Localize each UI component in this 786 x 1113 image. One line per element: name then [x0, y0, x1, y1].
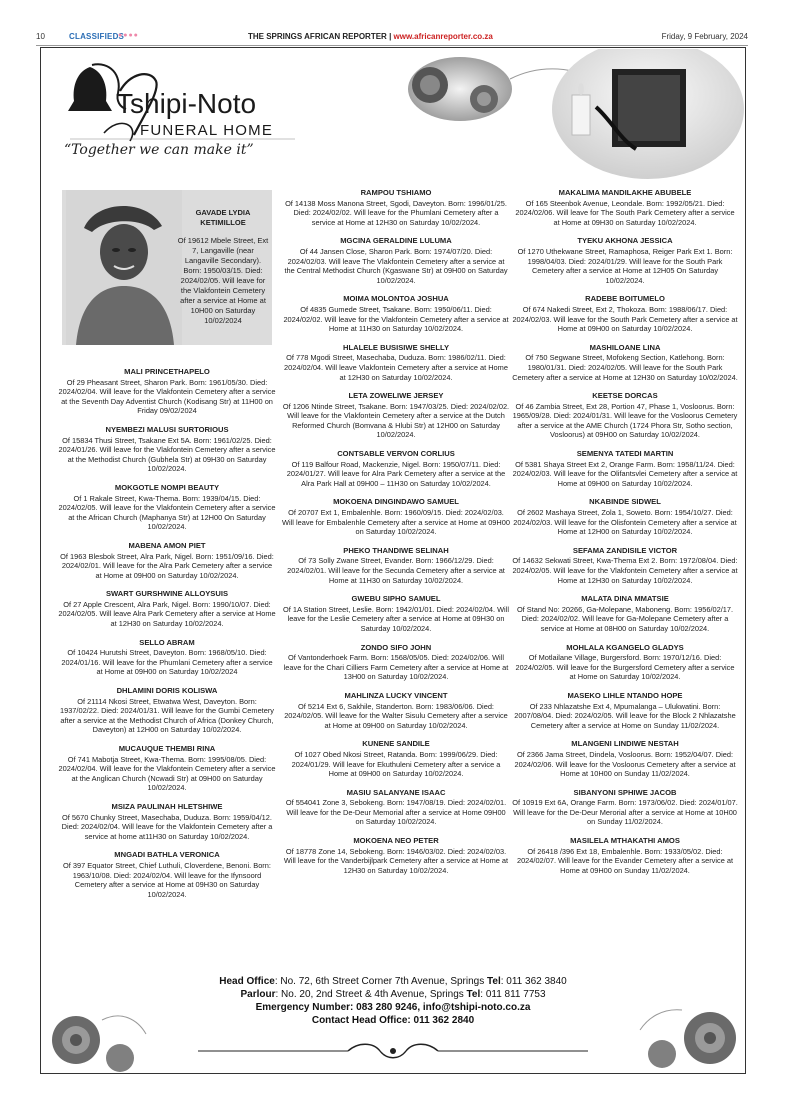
notice-text: Of 18778 Zone 14, Sebokeng. Born: 1946/03/02. Died: 2024/02/03. Will leave for the Vanderbijlpark Cemetery after a service at Home at 12H30 on Saturday 10/02/2024. — [283, 846, 509, 875]
page-number: 10 — [36, 32, 45, 41]
header-separator: | — [389, 32, 392, 41]
notice-name: MASILELA MTHAKATHI AMOS — [570, 836, 680, 846]
notice-text: Of Vantonderhoek Farm. Born: 1568/05/05. Died: 2024/02/06. Will leave for the Chari Cilliers Farm Cemetery after a service at Home at 13H00 on Saturday 10/02/2024. — [283, 653, 509, 682]
notice-item — [282, 236, 510, 285]
notice-item — [58, 483, 276, 532]
notice-item — [282, 294, 510, 333]
notice-name: SWART GURSHWINE ALLOYSUIS — [105, 589, 229, 599]
notice-name: MASEKO LIHLE NTANDO HOPE — [567, 690, 683, 700]
notice-name: MABENA AMON PIET — [128, 540, 206, 550]
notice-text: Of 1A Station Street, Leslie. Born: 1942/01/01. Died: 2024/02/04. Will leave for the Leslie Cemetery after a service at Home at 09H30 on Saturday 10/02/2024. — [283, 604, 509, 633]
notice-item — [58, 850, 276, 899]
notice-text: Of 44 Jansen Close, Sharon Park. Born: 1974/07/20. Died: 2024/02/03. Will leave The Vlakfontein Cemetery after a service at the Central Methodist Church (Kgaswane Str) at 09H00 on Saturday 10/02/2024. — [284, 246, 508, 285]
notice-item — [282, 691, 510, 730]
notice-item — [282, 836, 510, 875]
tel1-number: : 011 362 3840 — [500, 976, 567, 987]
notice-name: NKABINDE SIDWEL — [589, 497, 661, 507]
contact-line: Contact Head Office: 011 362 2840 — [311, 1015, 475, 1026]
notice-text: Of 14138 Moss Manona Street, Sgodi, Daveyton. Born: 1996/01/25. Died: 2024/02/02. Will leave for the Phumlani Cemetery after a service at Home at 12H30 on Saturday 10/02/2024. — [285, 198, 507, 227]
notice-name: RAMPOU TSHIAMO — [360, 188, 432, 197]
ornamental-flourish — [198, 1040, 588, 1062]
emergency-line: Emergency Number: 083 280 9246, info@tshipi-noto.co.za — [255, 1002, 531, 1013]
issue-date: Friday, 9 February, 2024 — [661, 32, 748, 41]
notice-item — [512, 836, 738, 875]
notice-name: MSIZA PAULINAH HLETSHIWE — [111, 801, 223, 811]
notice-name: RADEBE BOITUMELO — [585, 294, 665, 304]
notice-item — [282, 594, 510, 633]
featured-name: GAVADE LYDIA KETIMILLOE — [195, 208, 251, 227]
head-office-line — [150, 975, 636, 988]
notice-name: NYEMBEZI MALUSI SURTORIOUS — [105, 424, 229, 434]
notice-name: SELLO ABRAM — [139, 637, 195, 647]
notice-name: MAKALIMA MANDILAKHE ABUBELE — [558, 188, 692, 197]
notice-text: Of 10424 Hurutshi Street, Daveyton. Born: 1968/05/10. Died: 2024/01/16. Will leave for the Phumlani Cemetery after a service at Home at 09H00 on Saturday 10/02/2024 — [61, 648, 273, 677]
notice-name: MALI PRINCETHAPELO — [124, 367, 210, 376]
notice-text: Of 750 Segwane Street, Mofokeng Section, Katlehong. Born: 1980/01/31. Died: 2024/02/05. Will leave for the South Park Cemetery after a service at Home at 12H30 on Saturday 10/02/2024. — [512, 353, 738, 382]
featured-notice — [176, 208, 270, 326]
notice-name: MOKGOTLE NOMPI BEAUTY — [114, 482, 220, 492]
notice-text: Of 1 Rakale Street, Kwa-Thema. Born: 1939/04/15. Died: 2024/02/05. Will leave for the Vlakfontein Cemetery after a service at the African Church (Maphanya Str) at 12H00 On Saturday 10/02/2024. — [58, 493, 276, 532]
notice-text: Of 20707 Ext 1, Embalenhle. Born: 1960/09/15. Died: 2024/02/03. Will leave for Embalenhle Cemetery after a service at Home at 09H00 on Saturday 10/02/2024. — [282, 508, 510, 537]
notice-item — [512, 691, 738, 730]
notice-name: PHEKO THANDIWE SELINAH — [343, 545, 449, 555]
notice-item — [58, 367, 276, 416]
parlour-line — [150, 988, 636, 1001]
notice-text: Of 21114 Nkosi Street, Etwatwa West, Daveyton. Born: 1937/02/22. Died: 2024/01/31. Will leave for the Gumbi Cemetery after a service at the Methodist Church of Africa (Donkey Church, Daveyton) at 12H00 on Saturday 10/02/2024. — [59, 696, 275, 735]
roses-decoration-right — [632, 990, 744, 1072]
notice-name: MAHLINZA LUCKY VINCENT — [344, 690, 448, 700]
notice-item — [58, 541, 276, 580]
header-divider — [36, 45, 748, 46]
notice-text: Of 5670 Chunky Street, Masechaba, Duduza. Born: 1959/04/12. Died: 2024/02/04. Will leave for the Vlakfontein Cemetery after a service at home at11H30 on Saturday 10/02/2024. — [61, 812, 273, 841]
notice-text: Of 73 Solly Zwane Street, Evander. Born: 1966/12/29. Died: 2024/02/01. Will leave for the Secunda Cemetery after a service at Home at 11H30 on Saturday 10/02/2024. — [287, 556, 505, 585]
notice-item — [512, 391, 738, 440]
notice-item — [282, 788, 510, 827]
notice-item — [512, 449, 738, 488]
bell-icon — [68, 67, 112, 111]
notice-name: MASIU SALANYANE ISAAC — [346, 787, 446, 797]
notice-name: MOKOENA DINGINDAWO SAMUEL — [333, 497, 459, 507]
notice-name: MASHILOANE LINA — [589, 342, 661, 352]
notice-text: Of 165 Steenbok Avenue, Leondale. Born: 1992/05/21. Died: 2024/02/06. Will leave for The South Park Cemetery after a service at Home at 09H30 on Saturday 10/02/2024. — [515, 198, 735, 227]
notice-item — [282, 391, 510, 440]
publication-name: THE SPRINGS AFRICAN REPORTER — [248, 32, 387, 41]
notice-text: Of 397 Equator Street, Chief Luthuli, Cloverdene, Benoni. Born: 1963/10/08. Died: 2024/02/04. Will leave for the Ifynsoord Cemetery after a service at Home at 09H30 on Saturday 10/02/2024. — [63, 860, 271, 899]
featured-text: Of 19612 Mbele Street, Ext 7, Langaville (near Langaville Secondary). Born: 1950/03/15. Died: 2024/02/05. Will leave for the Vlakfontein Cemetery after a service at Home at 10H00 on Saturday 10/02/2024 — [177, 236, 269, 325]
notice-text: Of 1963 Blesbok Street, Alra Park, Nigel. Born: 1951/09/16. Died: 2024/02/01. Will leave for the Alra Park Cemetery after a service at Home at 09H00 on Saturday 10/02/2024. — [60, 551, 274, 580]
notice-item — [512, 343, 738, 382]
candle-rose-decoration — [400, 49, 744, 179]
notice-text: Of Motlailane Village, Burgersford. Born: 1970/12/16. Died: 2024/02/05. Will leave for the Burgersford Cemetery after a service at Home on Saturday 10/02/2024. — [515, 653, 735, 682]
notice-name: SEFAMA ZANDISILE VICTOR — [572, 545, 678, 555]
notice-text: Of 4835 Gumede Street, Tsakane. Born: 1950/06/11. Died: 2024/02/02. Will leave for the Vlakfontein Cemetery after a service at Home at 11H30 on Saturday 10/02/2024. — [283, 304, 509, 334]
notice-text: Of 27 Apple Crescent, Alra Park, Nigel. Born: 1990/10/07. Died: 2024/02/05. Will leave Alra Park Cemetery after a service at Home at 12H30 on Saturday 10/02/2024. — [58, 599, 276, 629]
notice-text: Of 15834 Thusi Street, Tsakane Ext 5A. Born: 1961/02/25. Died: 2024/01/26. Will leave for the Vlakfontein Cemetery after a service at the Methodist Church (Gubhela Str) at 09H30 on Saturday 10/02/2024. — [58, 435, 276, 474]
deceased-portrait — [66, 190, 182, 345]
notice-name: HLALELE BUSISIWE SHELLY — [342, 342, 450, 352]
notice-name: MALATA DINA MMATSIE — [581, 594, 669, 604]
brand-name: Tshipi-Noto — [116, 88, 257, 119]
notices-column-2 — [282, 188, 510, 884]
notice-name: ZONDO SIFO JOHN — [360, 642, 432, 652]
notice-text: Of 233 Nhlazatshe Ext 4, Mpumalanga – Ulukwatini. Born: 2007/08/04. Died: 2024/02/05. Will leave for the Block 2 Nhlazatshe Cemetery after a service at Home on Sunday 11/02/2024. — [514, 701, 736, 730]
notice-text: Of 554041 Zone 3, Sebokeng. Born: 1947/08/19. Died: 2024/02/01. Will leave for the De-Deur Memorial after a service at Home 09H00 on Saturday 10/02/2024. — [285, 798, 507, 827]
tel2-label: Tel — [466, 989, 481, 1000]
notice-item — [282, 449, 510, 488]
notice-item — [282, 497, 510, 536]
brand-subtitle: FUNERAL HOME — [140, 122, 274, 139]
contact-footer — [150, 975, 636, 1027]
notice-name: KUNENE SANDILE — [362, 739, 430, 749]
notice-name: MOKOENA NEO PETER — [353, 836, 439, 846]
notice-item — [282, 739, 510, 778]
notice-text: Of 778 Mgodi Street, Masechaba, Duduza. Born: 1986/02/11. Died: 2024/02/04. Will leave Vlakfontein Cemetery after a service at Home at 12H30 on Saturday 10/02/2024. — [284, 353, 508, 382]
notice-text: Of 5214 Ext 6, Sakhile, Standerton. Born: 1983/06/06. Died: 2024/02/05. Will leave for the Walter Sisulu Cemetery after a service at Home at 09H00 on Saturday 10/02/2024. — [284, 701, 508, 730]
notice-item — [512, 788, 738, 827]
notice-item — [512, 594, 738, 633]
notice-item — [512, 294, 738, 333]
notice-item — [58, 744, 276, 793]
notice-text: Of 46 Zambia Street, Ext 28, Portion 47, Phase 1, Vosloorus. Born: 1965/09/28. Died: 2024/01/31. Will leave for the Vosloorus Cemetery after a service at the AME Church (1724 Phora Str, Sotho section, Vosloorus) at 09H00 on Saturday 10/02/2024. — [512, 401, 738, 440]
notice-text: Of 741 Mabotja Street, Kwa-Thema. Born: 1995/08/05. Died: 2024/02/04. Will leave for the Vlakfontein Cemetery after a service at the Anglican Church (Ncwadi Str) at 09H00 on Saturday 10/02/2024. — [58, 754, 276, 793]
notice-text: Of 119 Balfour Road, Mackenzie, Nigel. Born: 1950/07/11. Died: 2024/01/27. Will leave for Alra Park Cemetery after a service at the Alra Park Hall at 09H00 – 11H30 on Saturday 10/02/2024. — [286, 459, 506, 488]
notice-item — [512, 497, 738, 536]
notice-text: Of Stand No: 20266, Ga-Molepane, Maboneng. Born: 1956/02/17. Died: 2024/02/02. Will leave for Ga-Molepane Cemetery after a service at Home at 08H00 on Saturday 10/02/2024. — [516, 604, 734, 633]
notice-item — [282, 188, 510, 227]
notice-item — [58, 638, 276, 677]
page-header — [36, 30, 748, 44]
tel1-label: Tel — [487, 976, 501, 987]
notice-name: SIBANYONI SPHIWE JACOB — [573, 787, 677, 797]
candle-icon — [572, 95, 590, 135]
notice-name: MNGADI BATHLA VERONICA — [114, 850, 220, 860]
head-office-label: Head Office — [219, 976, 275, 987]
parlour-address: : No. 20, 2nd Street & 4th Avenue, Springs — [275, 989, 464, 1000]
notice-name: TYEKU AKHONA JESSICA — [577, 236, 673, 246]
section-dots-decoration: ●●●● — [118, 32, 139, 39]
notice-name: MOIMA MOLONTOA JOSHUA — [343, 294, 449, 304]
notice-text: Of 1027 Obed Nkosi Street, Ratanda. Born: 1999/06/29. Died: 2024/01/29. Will leave for Ekuthuleni Cemetery after a service a Home at 09H00 on Saturday 10/02/2024. — [291, 749, 501, 779]
parlour-label: Parlour — [240, 989, 276, 1000]
notice-item — [512, 188, 738, 227]
notice-text: Of 26418 /396 Ext 18, Embalenhle. Born: 1933/05/02. Died: 2024/02/07. Will leave for the Evander Cemetery after a service at Home at 09H00 on Sunday 11/02/2024. — [516, 846, 734, 875]
notice-name: MGCINA GERALDINE LULUMA — [340, 236, 452, 246]
notice-item — [282, 343, 510, 382]
notice-text: Of 14632 Sekwati Street, Kwa-Thema Ext 2. Born: 1972/08/04. Died: 2024/02/05. Will leave for the Vlakfontein Cemetery after a service at Home at 12H30 on Saturday 10/02/2024. — [512, 556, 738, 585]
notice-text: Of 674 Nakedi Street, Ext 2, Thokoza. Born: 1988/06/17. Died: 2024/02/03. Will leave for the South Park Cemetery after a service at Home at 09H00 on Saturday 10/02/2024. — [512, 304, 738, 334]
website-link[interactable]: www.africanreporter.co.za — [393, 32, 493, 41]
notice-name: LETA ZOWELIWE JERSEY — [348, 391, 444, 401]
notice-name: GWEBU SIPHO SAMUEL — [351, 594, 441, 604]
notice-name: DHLAMINI DORIS KOLISWA — [116, 686, 218, 696]
notice-name: CONTSABLE VERVON CORLIUS — [337, 449, 455, 459]
notice-item — [512, 643, 738, 682]
head-office-address: : No. 72, 6th Street Corner 7th Avenue, Springs — [274, 976, 485, 987]
notice-item — [282, 643, 510, 682]
notice-item — [58, 425, 276, 474]
roses-decoration-left — [42, 990, 152, 1072]
notice-item — [282, 546, 510, 585]
notice-text: Of 10919 Ext 6A, Orange Farm. Born: 1973/06/02. Died: 2024/01/07. Will leave for the De-Deur Merorial after a service at Home at 10H00 on Sunday 11/02/2024. — [512, 798, 738, 827]
notice-item — [58, 802, 276, 841]
notice-text: Of 2366 Jama Street, Dindela, Vosloorus. Born: 1952/04/07. Died: 2024/02/06. Will leave for the Vosloorus Cemetery after a service at Home at 10H00 on Sunday 11/02/2024. — [514, 749, 736, 779]
notice-item — [58, 589, 276, 628]
notice-item — [512, 739, 738, 778]
notice-name: KEETSE DORCAS — [592, 391, 658, 401]
section-label: CLASSIFIEDS — [69, 32, 125, 41]
notice-text: Of 5381 Shaya Street Ext 2, Orange Farm. Born: 1958/11/24. Died: 2024/02/03. Will leave for the Olifantsvlei Cemetery after a service at Home at 09H00 on Saturday 10/02/2024. — [512, 459, 738, 488]
notices-column-3 — [512, 188, 738, 884]
notice-text: Of 2602 Mashaya Street, Zola 1, Soweto. Born: 1954/10/27. Died: 2024/02/03. Will leave for the Olisfontein Cemetery after a service at Home at 12H00 on Saturday 10/02/2024. — [513, 508, 737, 537]
notice-item — [58, 686, 276, 735]
notices-column-1 — [58, 367, 276, 908]
notice-name: MOHLALA KGANGELO GLADYS — [566, 642, 684, 652]
notice-text: Of 29 Pheasant Street, Sharon Park. Born: 1961/05/30. Died: 2024/02/04. Will leave for the Vlakfontein Cemetery after a service at the Seventh Day Adventist Church (Kodisang Str) at 11H00 on Friday 09/02/2024 — [58, 377, 276, 416]
notice-item — [512, 236, 738, 285]
notice-name: MUCAUQUE THEMBI RINA — [118, 744, 216, 753]
notice-text: Of 1206 Ntinde Street, Tsakane. Born: 1947/03/25. Died: 2024/02/02. Will leave for the Vlakfontein Cemetery after a service at the Dutch Reformed Church (Bomvana & Hlubi Str) at 12H00 on Saturday 10/02/2024. — [282, 401, 510, 440]
notice-item — [512, 546, 738, 585]
notice-text: Of 1270 Uthekwane Street, Ramaphosa, Reiger Park Ext 1. Born: 1998/04/03. Died: 2024/01/29. Will leave for the South Park Cemetery after a service at Home at 12H05 On Saturday 10/02/2024. — [517, 246, 733, 285]
publication-line — [248, 32, 493, 41]
notice-name: SEMENYA TATEDI MARTIN — [576, 449, 674, 459]
brand-tagline: “Together we can make it” — [64, 142, 254, 158]
tel2-number: : 011 811 7753 — [480, 989, 546, 1000]
notice-name: MLANGENI LINDIWE NESTAH — [571, 739, 679, 749]
